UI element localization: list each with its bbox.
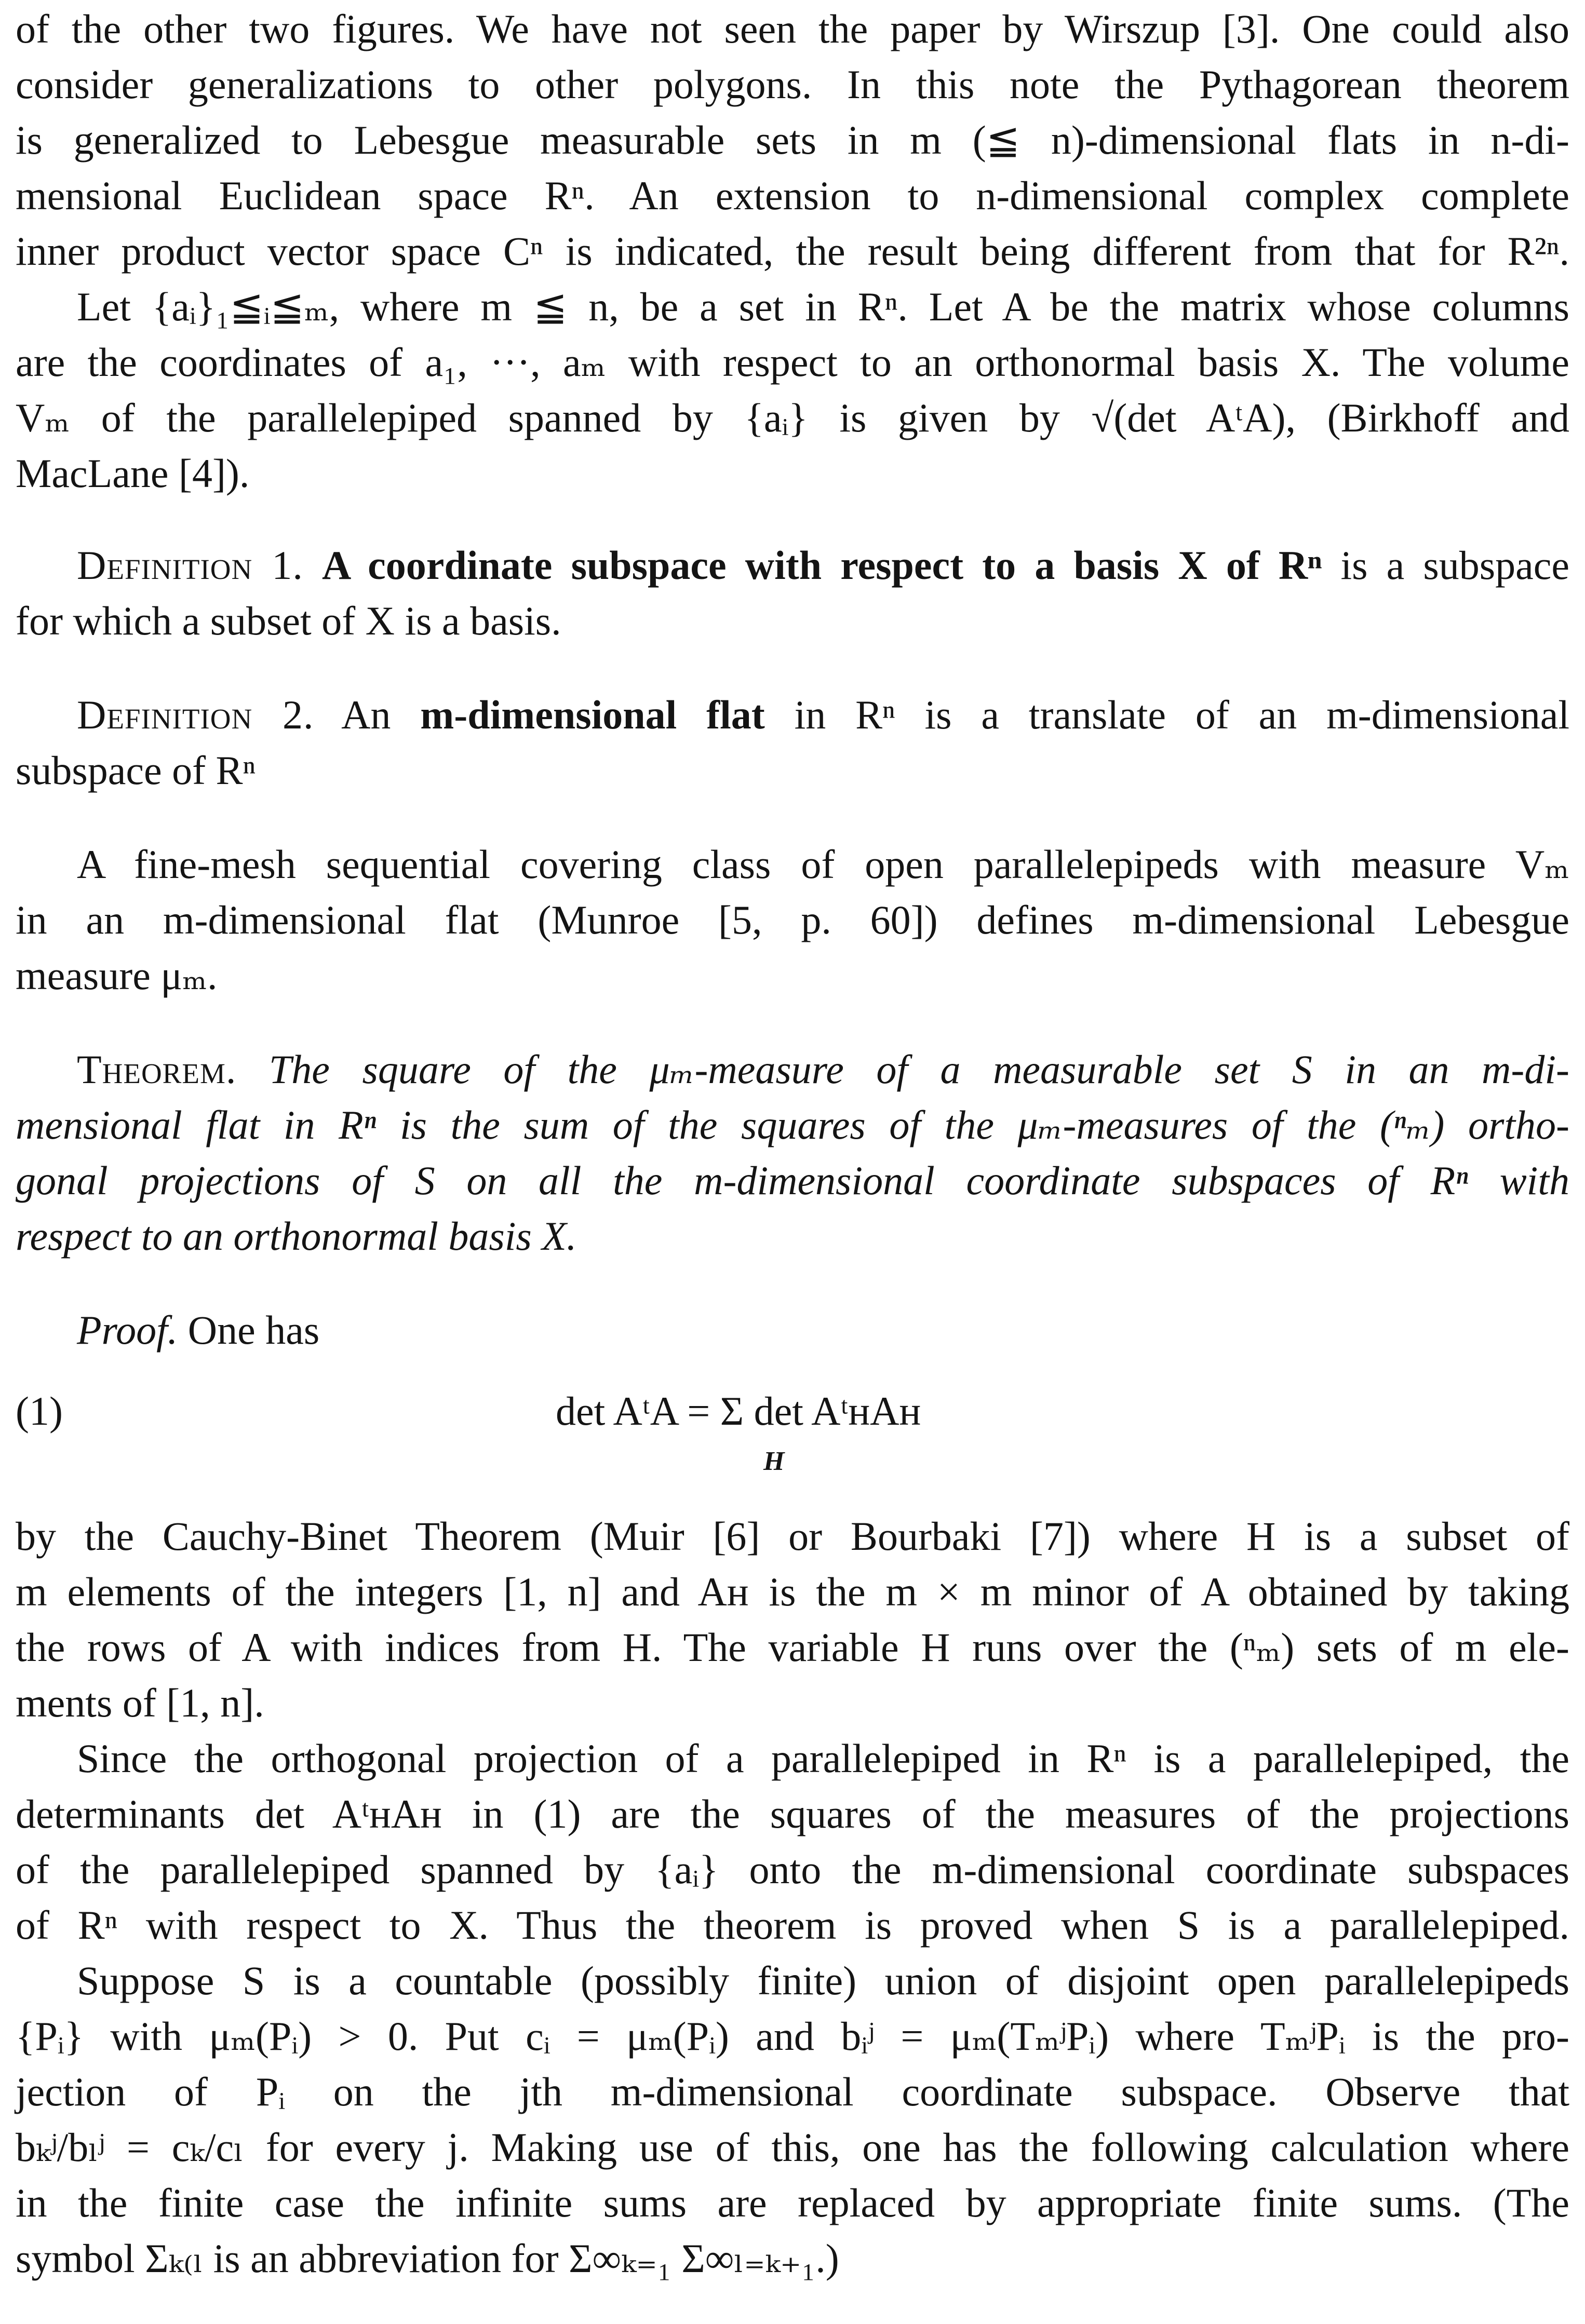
definition-1: [16, 537, 1569, 648]
paragraph-matrix-volume: [16, 279, 1569, 501]
text-line: in the finite case the infinite sums are replaced by appropriate finite sums. (The: [16, 2180, 1569, 2225]
definition-1-rest: is a subspace: [1340, 543, 1570, 588]
text-line: of Rⁿ with respect to X. Thus the theorem is proved when S is a parallelepiped.: [16, 1902, 1569, 1948]
paragraph-lebesgue-measure: [16, 836, 1569, 1003]
definition-2-pre: An: [341, 692, 391, 737]
text-line: symbol Σₖ₍ₗ is an abbreviation for Σ∞ₖ₌₁ Σ∞ₗ₌ₖ₊₁.): [16, 2236, 839, 2281]
proof-line: [16, 1302, 1569, 1358]
text-line: is generalized to Lebesgue measurable sets in m (≦ n)-dimensional flats in n-di-: [16, 117, 1569, 163]
definition-2: [16, 687, 1569, 798]
text-line: m elements of the integers [1, n] and Aʜ is the m × m minor of A obtained by taking: [16, 1569, 1569, 1614]
text-line: MacLane [4]).: [16, 451, 250, 496]
theorem-label: Theorem.: [77, 1047, 237, 1092]
text-line: Let {aᵢ}₁≦ᵢ≦ₘ, where m ≦ n, be a set in Rⁿ. Let A be the matrix whose columns: [77, 284, 1569, 329]
text-line: by the Cauchy-Binet Theorem (Muir [6] or Bourbaki [7]) where H is a subset of: [16, 1514, 1569, 1559]
proof-intro: [16, 1302, 1569, 1358]
proof-label: Proof.: [77, 1307, 178, 1353]
text-line: {Pᵢ} with μₘ(Pᵢ) > 0. Put cᵢ = μₘ(Pᵢ) and bᵢʲ = μₘ(TₘʲPᵢ) where TₘʲPᵢ is the pro-: [16, 2014, 1569, 2059]
definition-1-term: A coordinate subspace with respect to a basis X of Rⁿ: [322, 543, 1322, 588]
text-line: ments of [1, n].: [16, 1680, 264, 1725]
theorem-line: [16, 1042, 1569, 1097]
text-line: are the coordinates of a₁, ···, aₘ with respect to an orthonormal basis X. The volume: [16, 340, 1569, 385]
equation-body: det AᵗA = Σ det AᵗʜAʜ: [556, 1388, 921, 1434]
text-line: of the other two figures. We have not seen the paper by Wirszup [3]. One could also: [16, 6, 1569, 51]
equation-1: [16, 1388, 1569, 1492]
text-line: for which a subset of X is a basis.: [16, 598, 561, 643]
paragraph-countable-union: [16, 1953, 1569, 2286]
paragraph-projection: [16, 1731, 1569, 1953]
text-line: mensional flat in Rⁿ is the sum of the squares of the μₘ-measures of the (ⁿₘ) ortho-: [16, 1102, 1569, 1147]
paragraph-cauchy-binet: [16, 1508, 1569, 1731]
definition-2-rest: in Rⁿ is a translate of an m-dimensional: [794, 692, 1569, 737]
text-line: consider generalizations to other polygons. In this note the Pythagorean theorem: [16, 62, 1569, 107]
paragraph-intro: [16, 0, 1569, 279]
text-line: subspace of Rⁿ: [16, 748, 256, 793]
theorem: [16, 1042, 1569, 1264]
equation-sum-index: H: [763, 1447, 785, 1476]
text-line: Suppose S is a countable (possibly finite) union of disjoint open parallelepipeds: [77, 1958, 1569, 2003]
definition-1-label: Definition 1.: [77, 543, 303, 588]
text-line: gonal projections of S on all the m-dimensional coordinate subspaces of Rⁿ with: [16, 1158, 1569, 1203]
text-line: determinants det AᵗʜAʜ in (1) are the squares of the measures of the projections: [16, 1791, 1569, 1836]
definition-2-line: [16, 687, 1569, 742]
theorem-text: The square of the μₘ-measure of a measurable set S in an m-di-: [268, 1047, 1569, 1092]
proof-text: One has: [187, 1307, 320, 1353]
text-line: measure μₘ.: [16, 953, 218, 998]
text-line: respect to an orthonormal basis X.: [16, 1213, 577, 1259]
text-line: A fine-mesh sequential covering class of open parallelepipeds with measure Vₘ: [77, 842, 1569, 887]
definition-2-label: Definition 2.: [77, 692, 314, 737]
text-line: in an m-dimensional flat (Munroe [5, p. 60]) defines m-dimensional Lebesgue: [16, 897, 1569, 942]
text-line: Since the orthogonal projection of a parallelepiped in Rⁿ is a parallelepiped, the: [77, 1736, 1569, 1781]
equation-number: (1): [16, 1388, 63, 1434]
text-line: inner product vector space Cⁿ is indicated, the result being different from that for R²ⁿ.: [16, 228, 1569, 274]
text-line: jection of Pᵢ on the jth m-dimensional coordinate subspace. Observe that: [16, 2069, 1569, 2114]
definition-2-term: m-dimensional flat: [420, 692, 765, 737]
text-line: of the parallelepiped spanned by {aᵢ} onto the m-dimensional coordinate subspaces: [16, 1847, 1569, 1892]
definition-1-line: [16, 537, 1569, 593]
text-line: Vₘ of the parallelepiped spanned by {aᵢ} is given by √(det AᵗA), (Birkhoff and: [16, 395, 1569, 440]
text-line: the rows of A with indices from H. The variable H runs over the (ⁿₘ) sets of m ele-: [16, 1625, 1569, 1670]
text-line: bₖʲ/bₗʲ = cₖ/cₗ for every j. Making use of this, one has the following calculation where: [16, 2125, 1569, 2170]
text-line: mensional Euclidean space Rⁿ. An extension to n-dimensional complex complete: [16, 173, 1569, 218]
